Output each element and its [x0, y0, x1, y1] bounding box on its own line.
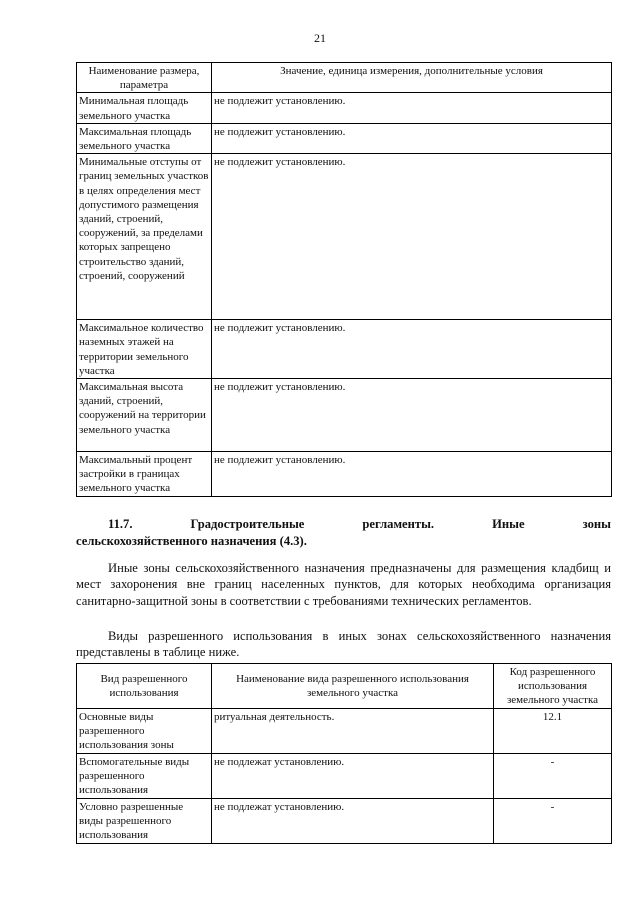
- heading-word: Иные: [492, 517, 525, 531]
- table-header-row: [77, 63, 612, 93]
- heading-line-2: сельскохозяйственного назначения (4.3).: [76, 534, 307, 548]
- table-row: [77, 123, 612, 153]
- paragraph: Иные зоны сельскохозяйственного назначения предназначены для размещения кладбищ и мест захоронения вне границ населенных пунктов, для которых необходима организация санитарно-защитной зоны в соответствии с требованиями технических регламентов.: [76, 561, 611, 608]
- table-row: [77, 452, 612, 497]
- table-row: [77, 708, 612, 753]
- parameter-value: не подлежит установлению.: [212, 320, 612, 379]
- use-name: ритуальная деятельность.: [212, 708, 494, 753]
- table-row: [77, 753, 612, 798]
- parameter-value: не подлежит установлению.: [212, 452, 612, 497]
- parameter-value: не подлежит установлению.: [212, 123, 612, 153]
- parameter-name: Максимальное количество наземных этажей на территории земельного участка: [77, 320, 212, 379]
- page-number: 21: [314, 31, 326, 45]
- use-type: Условно разрешенные виды разрешенного использования: [77, 798, 212, 843]
- paragraph: Виды разрешенного использования в иных зонах сельскохозяйственного назначения представлены в таблице ниже.: [76, 629, 611, 660]
- column-header: Значение, единица измерения, дополнительные условия: [212, 63, 612, 93]
- use-code: -: [494, 798, 612, 843]
- column-header: Вид разрешенного использования: [77, 664, 212, 709]
- parameter-name: Минимальная площадь земельного участка: [77, 93, 212, 123]
- use-code: -: [494, 753, 612, 798]
- use-code: 12.1: [494, 708, 612, 753]
- column-header: Наименование вида разрешенного использования земельного участка: [212, 664, 494, 709]
- heading-word: зоны: [582, 517, 611, 531]
- use-type: Основные виды разрешенного использования зоны: [77, 708, 212, 753]
- column-header: Код разрешенного использования земельного участка: [494, 664, 612, 709]
- table-row: [77, 320, 612, 379]
- column-header: Наименование размера, параметра: [77, 63, 212, 93]
- use-type: Вспомогательные виды разрешенного использования: [77, 753, 212, 798]
- use-name: не подлежат установлению.: [212, 798, 494, 843]
- parameter-value: не подлежит установлению.: [212, 154, 612, 320]
- section-number: 11.7.: [108, 517, 133, 531]
- parameter-name: Максимальная высота зданий, строений, сооружений на территории земельного участка: [77, 379, 212, 452]
- parameters-table: [76, 62, 612, 497]
- parameter-name: Минимальные отступы от границ земельных участков в целях определения мест допустимого размещения зданий, строений, сооружений, за пределами которых запрещено строительство зданий, строений, сооружений: [77, 154, 212, 320]
- table-header-row: [77, 664, 612, 709]
- parameter-value: не подлежит установлению.: [212, 379, 612, 452]
- permitted-uses-table: [76, 663, 612, 844]
- table-row: [77, 379, 612, 452]
- parameter-name: Максимальный процент застройки в границах земельного участка: [77, 452, 212, 497]
- table-row: [77, 798, 612, 843]
- parameter-value: не подлежит установлению.: [212, 93, 612, 123]
- table-row: [77, 154, 612, 320]
- section-heading: [76, 516, 611, 550]
- table-row: [77, 93, 612, 123]
- use-name: не подлежат установлению.: [212, 753, 494, 798]
- heading-word: регламенты.: [362, 517, 435, 531]
- parameter-name: Максимальная площадь земельного участка: [77, 123, 212, 153]
- heading-word: Градостроительные: [190, 517, 305, 531]
